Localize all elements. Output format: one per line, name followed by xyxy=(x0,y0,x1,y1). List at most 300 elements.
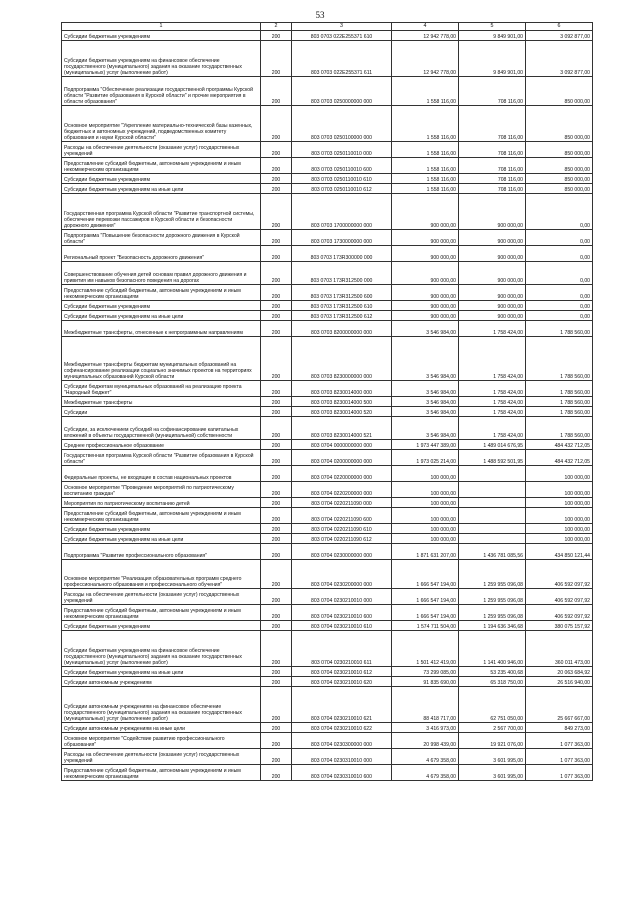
row-code-cell: 200 xyxy=(261,667,292,677)
row-amount-total-cell: 900 000,00 xyxy=(392,301,459,311)
row-classification-cell: 803 0704 0230210010 622 xyxy=(292,723,392,733)
row-amount-col5-cell: 1 259 955 096,08 xyxy=(459,589,526,605)
row-amount-total-cell: 88 418 717,00 xyxy=(392,687,459,723)
row-name-cell: Предоставление субсидий бюджетным, автономным учреждениям и иным некоммерческим организациям xyxy=(62,605,261,621)
row-code-cell: 200 xyxy=(261,301,292,311)
table-row xyxy=(62,77,593,106)
row-classification-cell: 803 0704 0200000000 000 xyxy=(292,450,392,466)
row-amount-col6-cell: 1 788 560,00 xyxy=(526,381,593,397)
row-amount-total-cell: 3 546 984,00 xyxy=(392,381,459,397)
row-classification-cell: 803 0704 0230310010 600 xyxy=(292,765,392,781)
row-name-cell: Субсидии автономным учреждениям на иные цели xyxy=(62,723,261,733)
table-row xyxy=(62,508,593,524)
row-amount-total-cell: 1 973 025 214,00 xyxy=(392,450,459,466)
row-name-cell: Субсидии бюджетным учреждениям на финансовое обеспечение государственного (муниципального) задания на оказание государственных (муниципальных) услуг (выполнение работ) xyxy=(62,41,261,77)
row-classification-cell: 803 0704 0230210010 610 xyxy=(292,621,392,631)
row-code-cell: 200 xyxy=(261,230,292,246)
row-amount-total-cell: 100 000,00 xyxy=(392,524,459,534)
row-code-cell: 200 xyxy=(261,621,292,631)
row-amount-col6-cell: 406 592 097,92 xyxy=(526,560,593,589)
table-row xyxy=(62,667,593,677)
row-amount-col5-cell: 1 489 014 676,95 xyxy=(459,440,526,450)
row-classification-cell: 803 0704 0230210010 620 xyxy=(292,677,392,687)
row-amount-col6-cell: 850 000,00 xyxy=(526,77,593,106)
row-amount-total-cell: 1 666 547 194,00 xyxy=(392,589,459,605)
row-classification-cell: 803 0704 0220211090 000 xyxy=(292,498,392,508)
row-name-cell: Совершенствование обучения детей основам правил дорожного движения и привития им навыков безопасного поведения на дорогах xyxy=(62,262,261,285)
table-row xyxy=(62,407,593,417)
row-code-cell: 200 xyxy=(261,544,292,560)
row-amount-col5-cell xyxy=(459,524,526,534)
row-classification-cell: 803 0704 0000000000 000 xyxy=(292,440,392,450)
row-code-cell: 200 xyxy=(261,381,292,397)
row-code-cell: 200 xyxy=(261,158,292,174)
row-amount-col6-cell: 0,00 xyxy=(526,194,593,230)
row-amount-total-cell: 100 000,00 xyxy=(392,482,459,498)
table-row xyxy=(62,285,593,301)
row-amount-col5-cell: 1 758 424,00 xyxy=(459,337,526,381)
table-row xyxy=(62,605,593,621)
row-amount-total-cell: 1 558 116,00 xyxy=(392,106,459,142)
row-classification-cell: 803 0703 8230014000 000 xyxy=(292,381,392,397)
row-classification-cell: 803 0704 0230210010 600 xyxy=(292,605,392,621)
row-code-cell: 200 xyxy=(261,184,292,194)
row-name-cell: Субсидии бюджетным учреждениям на финансовое обеспечение государственного (муниципального) задания на оказание государственных (муниципальных) услуг (выполнение работ) xyxy=(62,631,261,667)
row-amount-col5-cell: 9 849 901,00 xyxy=(459,41,526,77)
table-row xyxy=(62,311,593,321)
table-row xyxy=(62,440,593,450)
row-amount-total-cell: 900 000,00 xyxy=(392,311,459,321)
row-amount-total-cell: 100 000,00 xyxy=(392,498,459,508)
row-amount-col6-cell: 0,00 xyxy=(526,246,593,262)
table-row xyxy=(62,589,593,605)
row-code-cell: 200 xyxy=(261,262,292,285)
row-amount-col5-cell: 900 000,00 xyxy=(459,246,526,262)
row-amount-total-cell: 4 679 358,00 xyxy=(392,749,459,765)
row-name-cell: Среднее профессиональное образование xyxy=(62,440,261,450)
row-amount-total-cell: 3 546 984,00 xyxy=(392,417,459,440)
row-amount-total-cell: 3 546 984,00 xyxy=(392,397,459,407)
row-amount-col6-cell: 20 063 684,92 xyxy=(526,667,593,677)
row-classification-cell: 803 0703 8230000000 000 xyxy=(292,337,392,381)
table-row xyxy=(62,498,593,508)
row-code-cell: 200 xyxy=(261,466,292,482)
row-amount-col6-cell: 3 092 877,00 xyxy=(526,31,593,41)
row-amount-col5-cell xyxy=(459,498,526,508)
row-amount-col6-cell: 850 000,00 xyxy=(526,158,593,174)
row-amount-total-cell: 100 000,00 xyxy=(392,466,459,482)
row-amount-col5-cell: 1 436 781 085,56 xyxy=(459,544,526,560)
row-name-cell: Федеральные проекты, не входящие в состав национальных проектов xyxy=(62,466,261,482)
row-name-cell: Предоставление субсидий бюджетным, автономным учреждениям и иным некоммерческим организациям xyxy=(62,765,261,781)
row-amount-col5-cell: 1 758 424,00 xyxy=(459,381,526,397)
table-header-row xyxy=(62,23,593,31)
row-amount-col6-cell: 1 077 363,00 xyxy=(526,733,593,749)
row-amount-total-cell: 1 666 547 194,00 xyxy=(392,605,459,621)
row-classification-cell: 803 0703 173R312500 600 xyxy=(292,285,392,301)
row-amount-total-cell: 1 501 412 419,00 xyxy=(392,631,459,667)
page-number: 53 xyxy=(315,10,325,20)
row-classification-cell: 803 0704 0220211090 610 xyxy=(292,524,392,534)
row-classification-cell: 803 0703 0250110010 610 xyxy=(292,174,392,184)
row-name-cell: Субсидии xyxy=(62,407,261,417)
row-amount-col6-cell: 100 000,00 xyxy=(526,498,593,508)
row-code-cell: 200 xyxy=(261,407,292,417)
row-classification-cell: 803 0703 022E255371 611 xyxy=(292,41,392,77)
row-amount-col5-cell: 1 259 955 096,08 xyxy=(459,605,526,621)
row-name-cell: Субсидии бюджетным учреждениям xyxy=(62,31,261,41)
row-amount-col5-cell: 708 116,00 xyxy=(459,106,526,142)
row-amount-col5-cell: 708 116,00 xyxy=(459,184,526,194)
table-row xyxy=(62,733,593,749)
row-code-cell: 200 xyxy=(261,534,292,544)
table-row xyxy=(62,337,593,381)
table-row xyxy=(62,230,593,246)
row-code-cell: 200 xyxy=(261,687,292,723)
row-amount-total-cell: 1 973 447 389,00 xyxy=(392,440,459,450)
table-row xyxy=(62,321,593,337)
table-row xyxy=(62,450,593,466)
table-row xyxy=(62,194,593,230)
row-code-cell: 200 xyxy=(261,524,292,534)
row-code-cell: 200 xyxy=(261,631,292,667)
row-amount-col6-cell: 850 000,00 xyxy=(526,142,593,158)
row-name-cell: Основное мероприятие "Содействие развитию профессионального образования" xyxy=(62,733,261,749)
row-code-cell: 200 xyxy=(261,482,292,498)
header-cell: 1 xyxy=(62,23,261,31)
row-code-cell: 200 xyxy=(261,194,292,230)
row-amount-col5-cell: 1 194 636 346,68 xyxy=(459,621,526,631)
header-cell: 4 xyxy=(392,23,459,31)
row-classification-cell: 803 0703 022E255371 610 xyxy=(292,31,392,41)
table-row xyxy=(62,397,593,407)
row-amount-col5-cell: 900 000,00 xyxy=(459,311,526,321)
table-row xyxy=(62,482,593,498)
row-amount-col6-cell: 484 432 712,05 xyxy=(526,440,593,450)
row-name-cell: Субсидии автономным учреждениям на финансовое обеспечение государственного (муниципального) задания на оказание государственных (муниципальных) услуг (выполнение работ) xyxy=(62,687,261,723)
row-amount-col6-cell: 100 000,00 xyxy=(526,524,593,534)
row-amount-col6-cell: 1 788 560,00 xyxy=(526,417,593,440)
row-amount-col6-cell: 100 000,00 xyxy=(526,508,593,524)
row-amount-col6-cell: 100 000,00 xyxy=(526,466,593,482)
row-name-cell: Субсидии бюджетным учреждениям на иные цели xyxy=(62,534,261,544)
row-classification-cell: 803 0704 0220211090 600 xyxy=(292,508,392,524)
row-amount-col6-cell: 0,00 xyxy=(526,311,593,321)
row-classification-cell: 803 0704 0230210010 612 xyxy=(292,667,392,677)
row-name-cell: Подпрограмма "Обеспечение реализации государственной программы Курской области "Развитие образования в Курской области" и прочие мероприятия в области образования" xyxy=(62,77,261,106)
row-classification-cell: 803 0704 0220000000 000 xyxy=(292,466,392,482)
row-name-cell: Подпрограмма "Развитие профессионального образования" xyxy=(62,544,261,560)
row-amount-col6-cell: 360 011 473,00 xyxy=(526,631,593,667)
row-name-cell: Подпрограмма "Повышение безопасности дорожного движения в Курской области" xyxy=(62,230,261,246)
row-amount-col5-cell xyxy=(459,508,526,524)
row-classification-cell: 803 0703 0250110010 000 xyxy=(292,142,392,158)
row-amount-col6-cell: 850 000,00 xyxy=(526,106,593,142)
row-name-cell: Мероприятия по патриотическому воспитанию детей xyxy=(62,498,261,508)
row-amount-col5-cell: 708 116,00 xyxy=(459,174,526,184)
row-code-cell: 200 xyxy=(261,765,292,781)
table-row xyxy=(62,106,593,142)
row-amount-col5-cell: 900 000,00 xyxy=(459,285,526,301)
table-row xyxy=(62,621,593,631)
row-amount-col6-cell: 0,00 xyxy=(526,301,593,311)
table-row xyxy=(62,142,593,158)
row-code-cell: 200 xyxy=(261,285,292,301)
table-row xyxy=(62,631,593,667)
row-amount-col5-cell: 65 318 750,00 xyxy=(459,677,526,687)
row-code-cell: 200 xyxy=(261,589,292,605)
row-code-cell: 200 xyxy=(261,31,292,41)
row-amount-col6-cell: 3 092 877,00 xyxy=(526,41,593,77)
row-amount-total-cell: 1 666 547 194,00 xyxy=(392,560,459,589)
table-row xyxy=(62,31,593,41)
row-name-cell: Предоставление субсидий бюджетным, автономным учреждениям и иным некоммерческим организациям xyxy=(62,158,261,174)
row-amount-total-cell: 900 000,00 xyxy=(392,246,459,262)
table-row xyxy=(62,723,593,733)
row-amount-col5-cell: 1 758 424,00 xyxy=(459,417,526,440)
row-amount-total-cell: 3 416 973,00 xyxy=(392,723,459,733)
row-amount-col5-cell: 1 758 424,00 xyxy=(459,407,526,417)
row-amount-col6-cell: 1 788 560,00 xyxy=(526,321,593,337)
row-classification-cell: 803 0703 8230014000 520 xyxy=(292,407,392,417)
row-name-cell: Основное мероприятие "Проведение мероприятий по патриотическому воспитанию граждан" xyxy=(62,482,261,498)
row-amount-total-cell: 12 942 778,00 xyxy=(392,41,459,77)
row-amount-total-cell: 20 998 439,00 xyxy=(392,733,459,749)
row-classification-cell: 803 0703 1700000000 000 xyxy=(292,194,392,230)
row-amount-col6-cell: 100 000,00 xyxy=(526,482,593,498)
table-row xyxy=(62,677,593,687)
row-code-cell: 200 xyxy=(261,723,292,733)
header-cell: 5 xyxy=(459,23,526,31)
row-amount-col6-cell: 1 077 363,00 xyxy=(526,765,593,781)
row-classification-cell: 803 0704 0230210010 621 xyxy=(292,687,392,723)
row-classification-cell: 803 0703 173R300000 000 xyxy=(292,246,392,262)
row-amount-col6-cell: 0,00 xyxy=(526,230,593,246)
row-amount-col5-cell: 900 000,00 xyxy=(459,262,526,285)
row-code-cell: 200 xyxy=(261,142,292,158)
table-row xyxy=(62,262,593,285)
row-amount-col5-cell: 2 567 700,00 xyxy=(459,723,526,733)
row-classification-cell: 803 0704 0230300000 000 xyxy=(292,733,392,749)
row-name-cell: Расходы на обеспечение деятельности (оказание услуг) государственных учреждений xyxy=(62,589,261,605)
row-amount-col5-cell xyxy=(459,482,526,498)
header-cell: 3 xyxy=(292,23,392,31)
row-amount-col6-cell: 26 516 940,00 xyxy=(526,677,593,687)
table-row xyxy=(62,158,593,174)
row-code-cell: 200 xyxy=(261,733,292,749)
row-amount-col5-cell: 1 758 424,00 xyxy=(459,321,526,337)
row-name-cell: Государственная программа Курской области "Развитие транспортной системы, обеспечение перевозки пассажиров в Курской области и безопасности дорожного движения" xyxy=(62,194,261,230)
table-row xyxy=(62,381,593,397)
row-amount-col5-cell: 708 116,00 xyxy=(459,158,526,174)
row-classification-cell: 803 0704 0230310010 000 xyxy=(292,749,392,765)
row-name-cell: Государственная программа Курской области "Развитие образования в Курской области" xyxy=(62,450,261,466)
row-amount-total-cell: 12 942 778,00 xyxy=(392,31,459,41)
row-code-cell: 200 xyxy=(261,397,292,407)
table-row xyxy=(62,687,593,723)
row-name-cell: Расходы на обеспечение деятельности (оказание услуг) государственных учреждений xyxy=(62,142,261,158)
row-name-cell: Субсидии бюджетным учреждениям на иные цели xyxy=(62,311,261,321)
row-name-cell: Расходы на обеспечение деятельности (оказание услуг) государственных учреждений xyxy=(62,749,261,765)
row-amount-col5-cell: 1 259 955 096,08 xyxy=(459,560,526,589)
row-amount-total-cell: 3 546 984,00 xyxy=(392,321,459,337)
row-amount-col6-cell: 850 000,00 xyxy=(526,184,593,194)
row-amount-col6-cell: 484 432 712,05 xyxy=(526,450,593,466)
row-name-cell: Предоставление субсидий бюджетным, автономным учреждениям и иным некоммерческим организациям xyxy=(62,508,261,524)
row-classification-cell: 803 0704 0220200000 000 xyxy=(292,482,392,498)
row-classification-cell: 803 0703 1730000000 000 xyxy=(292,230,392,246)
row-amount-col5-cell: 900 000,00 xyxy=(459,194,526,230)
row-name-cell: Основное мероприятие "Реализация образовательных программ среднего профессионального образования и профессионального обучения" xyxy=(62,560,261,589)
row-name-cell: Субсидии автономным учреждениям xyxy=(62,677,261,687)
row-amount-total-cell: 900 000,00 xyxy=(392,285,459,301)
row-amount-total-cell: 1 558 116,00 xyxy=(392,142,459,158)
row-classification-cell: 803 0703 173R312500 610 xyxy=(292,301,392,311)
row-name-cell: Субсидии бюджетным учреждениям xyxy=(62,621,261,631)
row-amount-total-cell: 3 546 984,00 xyxy=(392,337,459,381)
budget-table xyxy=(61,22,593,781)
row-amount-total-cell: 73 299 085,00 xyxy=(392,667,459,677)
row-name-cell: Основное мероприятие "Укрепление материально-технической базы казенных, бюджетных и автономных учреждений, подведомственных комитету образования и науки Курской области" xyxy=(62,106,261,142)
row-classification-cell: 803 0703 173R312500 612 xyxy=(292,311,392,321)
row-amount-total-cell: 1 558 116,00 xyxy=(392,184,459,194)
row-classification-cell: 803 0703 0250100000 000 xyxy=(292,106,392,142)
row-amount-col6-cell: 100 000,00 xyxy=(526,534,593,544)
row-amount-col5-cell xyxy=(459,466,526,482)
row-amount-col6-cell: 0,00 xyxy=(526,262,593,285)
row-classification-cell: 803 0703 173R312500 000 xyxy=(292,262,392,285)
row-amount-col6-cell: 0,00 xyxy=(526,285,593,301)
row-classification-cell: 803 0703 8230014000 500 xyxy=(292,397,392,407)
row-amount-col5-cell: 62 751 050,00 xyxy=(459,687,526,723)
row-amount-total-cell: 91 835 690,00 xyxy=(392,677,459,687)
row-amount-total-cell: 4 679 358,00 xyxy=(392,765,459,781)
row-code-cell: 200 xyxy=(261,508,292,524)
row-amount-total-cell: 100 000,00 xyxy=(392,534,459,544)
row-amount-col6-cell: 25 667 667,00 xyxy=(526,687,593,723)
row-name-cell: Субсидии бюджетным учреждениям xyxy=(62,301,261,311)
row-name-cell: Субсидии бюджетным учреждениям на иные цели xyxy=(62,184,261,194)
row-amount-col5-cell: 900 000,00 xyxy=(459,301,526,311)
row-classification-cell: 803 0704 0220211090 612 xyxy=(292,534,392,544)
row-amount-col5-cell: 53 235 400,68 xyxy=(459,667,526,677)
row-code-cell: 200 xyxy=(261,749,292,765)
row-amount-col5-cell: 708 116,00 xyxy=(459,142,526,158)
row-amount-col5-cell: 900 000,00 xyxy=(459,230,526,246)
row-name-cell: Субсидии бюджетным учреждениям xyxy=(62,174,261,184)
row-name-cell: Межбюджетные трансферты xyxy=(62,397,261,407)
row-amount-col6-cell: 380 075 157,92 xyxy=(526,621,593,631)
row-name-cell: Межбюджетные трансферты, отнесенные к непрограммным направлениям xyxy=(62,321,261,337)
row-amount-total-cell: 100 000,00 xyxy=(392,508,459,524)
row-amount-col5-cell: 1 488 592 501,95 xyxy=(459,450,526,466)
row-amount-total-cell: 1 558 116,00 xyxy=(392,174,459,184)
row-amount-col6-cell: 1 788 560,00 xyxy=(526,337,593,381)
row-classification-cell: 803 0703 0250000000 000 xyxy=(292,77,392,106)
row-amount-col5-cell xyxy=(459,534,526,544)
row-code-cell: 200 xyxy=(261,77,292,106)
row-name-cell: Предоставление субсидий бюджетным, автономным учреждениям и иным некоммерческим организациям xyxy=(62,285,261,301)
row-code-cell: 200 xyxy=(261,246,292,262)
row-code-cell: 200 xyxy=(261,560,292,589)
row-classification-cell: 803 0703 0250110010 612 xyxy=(292,184,392,194)
row-code-cell: 200 xyxy=(261,106,292,142)
row-amount-total-cell: 900 000,00 xyxy=(392,262,459,285)
header-cell: 2 xyxy=(261,23,292,31)
row-code-cell: 200 xyxy=(261,605,292,621)
row-name-cell: Субсидии бюджетным учреждениям на иные цели xyxy=(62,667,261,677)
row-amount-col5-cell: 3 601 995,00 xyxy=(459,765,526,781)
table-row xyxy=(62,466,593,482)
row-amount-col5-cell: 1 758 424,00 xyxy=(459,397,526,407)
row-amount-col5-cell: 19 921 076,00 xyxy=(459,733,526,749)
row-code-cell: 200 xyxy=(261,311,292,321)
row-code-cell: 200 xyxy=(261,498,292,508)
table-row xyxy=(62,301,593,311)
row-name-cell: Субсидии бюджетным учреждениям xyxy=(62,524,261,534)
row-amount-total-cell: 1 558 116,00 xyxy=(392,158,459,174)
row-code-cell: 200 xyxy=(261,450,292,466)
row-name-cell: Региональный проект "Безопасность дорожного движения" xyxy=(62,246,261,262)
row-code-cell: 200 xyxy=(261,41,292,77)
table-row xyxy=(62,765,593,781)
row-amount-total-cell: 1 871 631 207,00 xyxy=(392,544,459,560)
row-amount-col6-cell: 1 788 560,00 xyxy=(526,397,593,407)
row-amount-col5-cell: 9 849 901,00 xyxy=(459,31,526,41)
row-amount-col6-cell: 406 592 097,92 xyxy=(526,605,593,621)
row-classification-cell: 803 0703 8200000000 000 xyxy=(292,321,392,337)
row-amount-col5-cell: 1 141 400 946,00 xyxy=(459,631,526,667)
row-code-cell: 200 xyxy=(261,440,292,450)
row-classification-cell: 803 0704 0230210010 000 xyxy=(292,589,392,605)
table-row xyxy=(62,560,593,589)
table-row xyxy=(62,534,593,544)
row-amount-col6-cell: 1 077 363,00 xyxy=(526,749,593,765)
row-amount-col5-cell: 708 116,00 xyxy=(459,77,526,106)
row-amount-col6-cell: 849 273,00 xyxy=(526,723,593,733)
row-name-cell: Субсидии, за исключением субсидий на софинансирование капитальных вложений в объекты государственной (муниципальной) собственности xyxy=(62,417,261,440)
table-row xyxy=(62,174,593,184)
row-classification-cell: 803 0704 0230210010 611 xyxy=(292,631,392,667)
table-row xyxy=(62,749,593,765)
row-code-cell: 200 xyxy=(261,174,292,184)
row-amount-col6-cell: 434 850 121,44 xyxy=(526,544,593,560)
table-row xyxy=(62,524,593,534)
row-amount-col5-cell: 3 601 995,00 xyxy=(459,749,526,765)
table-row xyxy=(62,544,593,560)
table-row xyxy=(62,41,593,77)
row-code-cell: 200 xyxy=(261,337,292,381)
row-amount-col6-cell: 850 000,00 xyxy=(526,174,593,184)
row-code-cell: 200 xyxy=(261,321,292,337)
table-row xyxy=(62,417,593,440)
row-amount-total-cell: 1 558 116,00 xyxy=(392,77,459,106)
row-classification-cell: 803 0703 0250110010 600 xyxy=(292,158,392,174)
row-amount-total-cell: 900 000,00 xyxy=(392,194,459,230)
row-code-cell: 200 xyxy=(261,417,292,440)
row-amount-total-cell: 1 574 711 504,00 xyxy=(392,621,459,631)
row-classification-cell: 803 0704 0230200000 000 xyxy=(292,560,392,589)
row-classification-cell: 803 0703 8230014000 521 xyxy=(292,417,392,440)
row-classification-cell: 803 0704 0230000000 000 xyxy=(292,544,392,560)
table-row xyxy=(62,246,593,262)
row-name-cell: Субсидии бюджетам муниципальных образований на реализацию проекта "Народный бюджет" xyxy=(62,381,261,397)
row-code-cell: 200 xyxy=(261,677,292,687)
row-amount-col6-cell: 1 788 560,00 xyxy=(526,407,593,417)
header-cell: 6 xyxy=(526,23,593,31)
row-amount-col6-cell: 406 592 097,92 xyxy=(526,589,593,605)
row-amount-total-cell: 900 000,00 xyxy=(392,230,459,246)
